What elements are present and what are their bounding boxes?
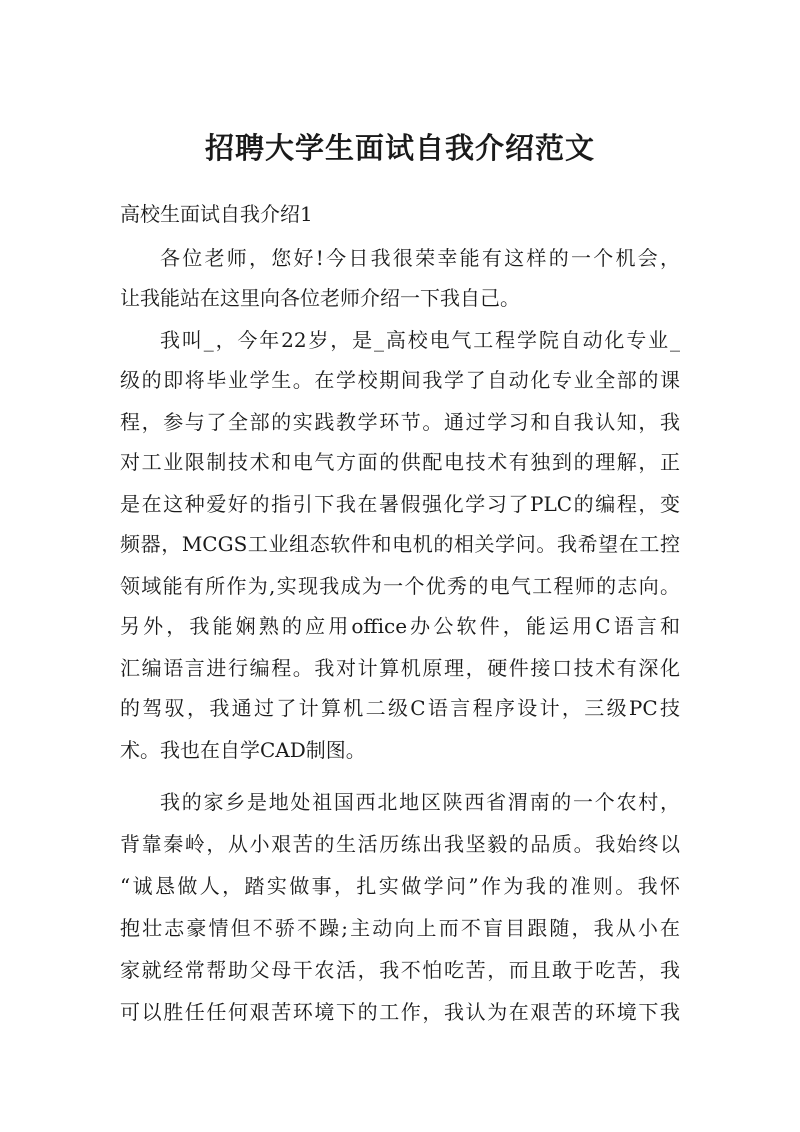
paragraph-line: 是在这种爱好的指引下我在暑假强化学习了PLC的编程，变 xyxy=(120,492,680,516)
paragraph-line: 领域能有所作为,实现我成为一个优秀的电气工程师的志向。 xyxy=(120,574,680,598)
paragraph-line: 我的家乡是地处祖国西北地区陕西省渭南的一个农村， xyxy=(160,790,680,814)
paragraph-line: 汇编语言进行编程。我对计算机原理，硬件接口技术有深化 xyxy=(120,656,680,680)
paragraph-line: 程，参与了全部的实践教学环节。通过学习和自我认知，我 xyxy=(120,410,680,434)
paragraph-line: 对工业限制技术和电气方面的供配电技术有独到的理解，正 xyxy=(120,450,680,474)
paragraph-line: 频器，MCGS工业组态软件和电机的相关学问。我希望在工控 xyxy=(120,532,680,556)
paragraph-line: “诚恳做人，踏实做事，扎实做学问”作为我的准则。我怀 xyxy=(120,874,680,898)
paragraph-line: 另外，我能娴熟的应用office办公软件，能运用C语言和 xyxy=(120,614,680,638)
paragraph-line: 的驾驭，我通过了计算机二级C语言程序设计，三级PC技 xyxy=(120,696,680,720)
section-heading: 高校生面试自我介绍1 xyxy=(120,202,313,226)
paragraph-line: 可以胜任任何艰苦环境下的工作，我认为在艰苦的环境下我 xyxy=(120,1000,680,1024)
paragraph-line: 让我能站在这里向各位老师介绍一下我自己。 xyxy=(120,286,520,310)
paragraph-line: 背靠秦岭，从小艰苦的生活历练出我坚毅的品质。我始终以 xyxy=(120,832,680,856)
paragraph-line: 家就经常帮助父母干农活，我不怕吃苦，而且敢于吃苦，我 xyxy=(120,958,680,982)
paragraph-line: 各位老师，您好!今日我很荣幸能有这样的一个机会， xyxy=(160,246,680,270)
document-title: 招聘大学生面试自我介绍范文 xyxy=(204,131,595,165)
paragraph-line: 我叫_，今年22岁，是_高校电气工程学院自动化专业_ xyxy=(160,328,680,352)
paragraph-line: 抱壮志豪情但不骄不躁;主动向上而不盲目跟随，我从小在 xyxy=(120,916,680,940)
paragraph-line: 级的即将毕业学生。在学校期间我学了自动化专业全部的课 xyxy=(120,368,680,392)
paragraph-line: 术。我也在自学CAD制图。 xyxy=(120,738,366,762)
